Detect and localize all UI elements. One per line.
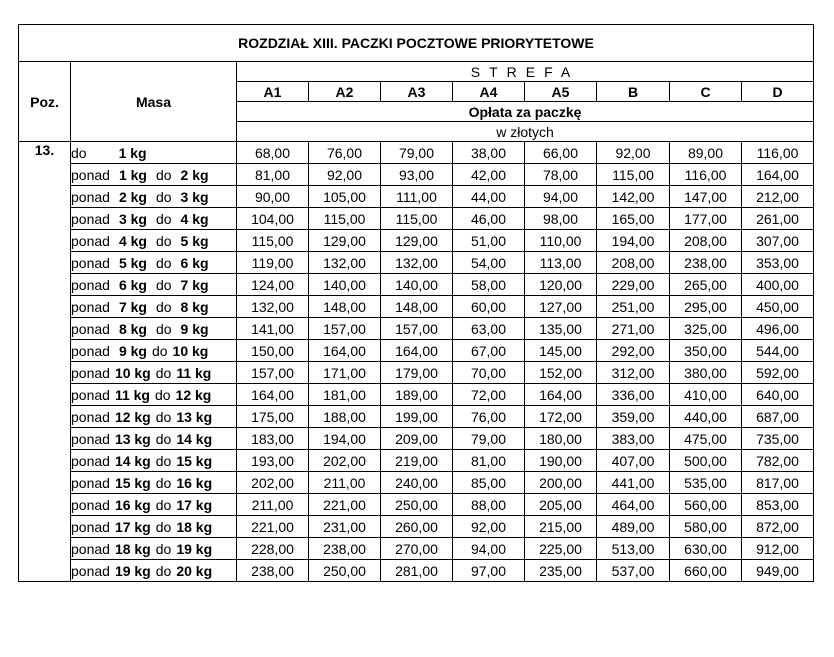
- masa-range: [71, 208, 237, 230]
- price-cell-a2: 188,00: [309, 406, 381, 428]
- price-cell-a5: 120,00: [525, 274, 597, 296]
- masa-to: 17 kg: [176, 496, 213, 513]
- zone-header-a4: A4: [453, 82, 525, 102]
- masa-to: 5 kg: [180, 232, 209, 249]
- price-cell-a3: 270,00: [381, 538, 453, 560]
- masa-from: 19 kg: [114, 562, 151, 579]
- zone-header-d: D: [742, 82, 814, 102]
- zone-header-a3: A3: [381, 82, 453, 102]
- price-cell-a3: 240,00: [381, 472, 453, 494]
- masa-range: [71, 164, 237, 186]
- header-fee-label: Opłata za paczkę: [237, 102, 814, 122]
- price-cell-a5: 152,00: [525, 362, 597, 384]
- price-cell-c: 238,00: [670, 252, 742, 274]
- price-cell-c: 325,00: [670, 318, 742, 340]
- masa-word-do: do: [155, 474, 172, 491]
- masa-to: 6 kg: [180, 254, 209, 271]
- masa-from: 10 kg: [114, 364, 151, 381]
- masa-word-ponad: ponad: [71, 254, 110, 271]
- masa-from: 9 kg: [118, 342, 147, 359]
- masa-word-ponad: ponad: [71, 276, 110, 293]
- masa-word-do: do: [155, 408, 172, 425]
- price-cell-a2: 171,00: [309, 362, 381, 384]
- price-cell-b: 441,00: [597, 472, 670, 494]
- table-row: [19, 450, 814, 472]
- masa-from: 4 kg: [118, 232, 147, 249]
- table-row: [19, 252, 814, 274]
- price-cell-a4: 85,00: [453, 472, 525, 494]
- masa-to: 16 kg: [176, 474, 213, 491]
- masa-word-ponad: ponad: [71, 496, 110, 513]
- masa-from: 8 kg: [118, 320, 147, 337]
- price-cell-a1: 124,00: [237, 274, 309, 296]
- price-cell-a1: 115,00: [237, 230, 309, 252]
- zone-header-a2: A2: [309, 82, 381, 102]
- price-cell-a4: 38,00: [453, 142, 525, 164]
- price-cell-a5: 172,00: [525, 406, 597, 428]
- masa-from: 13 kg: [114, 430, 151, 447]
- price-cell-a4: 54,00: [453, 252, 525, 274]
- price-cell-a5: 235,00: [525, 560, 597, 582]
- price-cell-d: 450,00: [742, 296, 814, 318]
- price-cell-a5: 78,00: [525, 164, 597, 186]
- price-cell-a2: 76,00: [309, 142, 381, 164]
- price-cell-a1: 221,00: [237, 516, 309, 538]
- price-cell-d: 782,00: [742, 450, 814, 472]
- price-cell-b: 194,00: [597, 230, 670, 252]
- price-cell-a1: 238,00: [237, 560, 309, 582]
- price-cell-b: 229,00: [597, 274, 670, 296]
- masa-to: 4 kg: [180, 210, 209, 227]
- price-cell-a5: 164,00: [525, 384, 597, 406]
- masa-word-do: do: [155, 496, 172, 513]
- price-cell-a4: 58,00: [453, 274, 525, 296]
- price-cell-a4: 42,00: [453, 164, 525, 186]
- price-cell-a1: 211,00: [237, 494, 309, 516]
- price-cell-a3: 281,00: [381, 560, 453, 582]
- price-cell-a3: 179,00: [381, 362, 453, 384]
- price-cell-c: 440,00: [670, 406, 742, 428]
- price-cell-c: 295,00: [670, 296, 742, 318]
- masa-range: [71, 362, 237, 384]
- price-cell-b: 292,00: [597, 340, 670, 362]
- masa-range: [71, 428, 237, 450]
- masa-range: [71, 142, 237, 164]
- price-cell-d: 949,00: [742, 560, 814, 582]
- price-cell-a4: 97,00: [453, 560, 525, 582]
- price-cell-a3: 79,00: [381, 142, 453, 164]
- masa-word-ponad: ponad: [71, 298, 110, 315]
- masa-to: 14 kg: [176, 430, 213, 447]
- price-cell-b: 537,00: [597, 560, 670, 582]
- price-cell-a2: 231,00: [309, 516, 381, 538]
- price-cell-b: 464,00: [597, 494, 670, 516]
- header-strefa: STREFA: [237, 62, 814, 82]
- zone-header-a5: A5: [525, 82, 597, 102]
- price-cell-a4: 44,00: [453, 186, 525, 208]
- price-cell-d: 687,00: [742, 406, 814, 428]
- price-cell-b: 142,00: [597, 186, 670, 208]
- masa-range: [71, 274, 237, 296]
- masa-range: [71, 516, 237, 538]
- price-cell-a3: 219,00: [381, 450, 453, 472]
- masa-word-do: do: [155, 166, 172, 183]
- price-cell-b: 359,00: [597, 406, 670, 428]
- price-cell-b: 208,00: [597, 252, 670, 274]
- table-row: [19, 208, 814, 230]
- price-cell-d: 307,00: [742, 230, 814, 252]
- price-cell-a4: 67,00: [453, 340, 525, 362]
- price-cell-a4: 63,00: [453, 318, 525, 340]
- masa-word-do: do: [154, 386, 171, 403]
- price-cell-a3: 115,00: [381, 208, 453, 230]
- masa-word-ponad: ponad: [71, 188, 110, 205]
- price-cell-d: 116,00: [742, 142, 814, 164]
- masa-word-ponad: ponad: [71, 452, 110, 469]
- price-cell-b: 383,00: [597, 428, 670, 450]
- price-cell-d: 400,00: [742, 274, 814, 296]
- zone-header-c: C: [670, 82, 742, 102]
- masa-from: 11 kg: [114, 386, 150, 403]
- price-cell-a2: 181,00: [309, 384, 381, 406]
- price-cell-a1: 193,00: [237, 450, 309, 472]
- masa-word-ponad: ponad: [71, 210, 110, 227]
- price-cell-b: 92,00: [597, 142, 670, 164]
- table-row: [19, 296, 814, 318]
- price-cell-c: 660,00: [670, 560, 742, 582]
- price-cell-a1: 183,00: [237, 428, 309, 450]
- header-poz: Poz.: [19, 62, 71, 142]
- masa-word-ponad: ponad: [71, 232, 110, 249]
- zone-header-b: B: [597, 82, 670, 102]
- price-cell-a2: 157,00: [309, 318, 381, 340]
- price-cell-c: 177,00: [670, 208, 742, 230]
- table-row: [19, 406, 814, 428]
- price-cell-a3: 129,00: [381, 230, 453, 252]
- price-cell-a1: 175,00: [237, 406, 309, 428]
- price-cell-a5: 113,00: [525, 252, 597, 274]
- price-cell-a3: 140,00: [381, 274, 453, 296]
- price-cell-a4: 70,00: [453, 362, 525, 384]
- price-cell-a5: 215,00: [525, 516, 597, 538]
- price-cell-a1: 150,00: [237, 340, 309, 362]
- price-cell-c: 380,00: [670, 362, 742, 384]
- table-row: [19, 560, 814, 582]
- price-cell-a2: 105,00: [309, 186, 381, 208]
- price-cell-a1: 90,00: [237, 186, 309, 208]
- price-cell-c: 475,00: [670, 428, 742, 450]
- price-cell-a5: 200,00: [525, 472, 597, 494]
- price-cell-d: 735,00: [742, 428, 814, 450]
- masa-word-ponad: ponad: [71, 364, 110, 381]
- price-cell-a3: 250,00: [381, 494, 453, 516]
- table-row: [19, 274, 814, 296]
- price-cell-a2: 238,00: [309, 538, 381, 560]
- masa-word-ponad: ponad: [71, 562, 110, 579]
- table-row: [19, 186, 814, 208]
- price-cell-a2: 140,00: [309, 274, 381, 296]
- price-cell-a5: 190,00: [525, 450, 597, 472]
- price-cell-a4: 46,00: [453, 208, 525, 230]
- price-cell-a2: 250,00: [309, 560, 381, 582]
- price-cell-c: 89,00: [670, 142, 742, 164]
- table-row: [19, 164, 814, 186]
- masa-to: 15 kg: [176, 452, 213, 469]
- price-cell-a1: 228,00: [237, 538, 309, 560]
- masa-word-do: do: [155, 210, 172, 227]
- price-cell-a2: 221,00: [309, 494, 381, 516]
- price-cell-a3: 209,00: [381, 428, 453, 450]
- table-title: ROZDZIAŁ XIII. PACZKI POCZTOWE PRIORYTETOWE: [19, 25, 814, 62]
- masa-word-do: do: [155, 518, 172, 535]
- price-cell-b: 165,00: [597, 208, 670, 230]
- table-row: [19, 494, 814, 516]
- masa-word-ponad: ponad: [71, 342, 110, 359]
- price-cell-a3: 148,00: [381, 296, 453, 318]
- price-cell-a1: 81,00: [237, 164, 309, 186]
- masa-from: 18 kg: [114, 540, 151, 557]
- price-cell-c: 630,00: [670, 538, 742, 560]
- masa-to: 13 kg: [176, 408, 213, 425]
- price-cell-d: 640,00: [742, 384, 814, 406]
- masa-from: 3 kg: [118, 210, 147, 227]
- price-cell-b: 336,00: [597, 384, 670, 406]
- masa-to: 9 kg: [180, 320, 209, 337]
- masa-from: 12 kg: [114, 408, 151, 425]
- masa-to: 8 kg: [180, 298, 209, 315]
- masa-range: [71, 472, 237, 494]
- price-cell-a2: 148,00: [309, 296, 381, 318]
- table-row: [19, 428, 814, 450]
- price-cell-a2: 132,00: [309, 252, 381, 274]
- table-row: [19, 230, 814, 252]
- price-cell-d: 592,00: [742, 362, 814, 384]
- price-cell-a4: 92,00: [453, 516, 525, 538]
- masa-to: 2 kg: [180, 166, 209, 183]
- price-cell-a5: 94,00: [525, 186, 597, 208]
- masa-word-do: do: [155, 232, 172, 249]
- masa-word-do: do: [155, 430, 172, 447]
- price-cell-a3: 93,00: [381, 164, 453, 186]
- header-unit: w złotych: [237, 122, 814, 142]
- masa-word-do: do: [155, 452, 172, 469]
- price-cell-c: 560,00: [670, 494, 742, 516]
- price-cell-a4: 51,00: [453, 230, 525, 252]
- price-cell-a2: 194,00: [309, 428, 381, 450]
- price-cell-a3: 132,00: [381, 252, 453, 274]
- price-cell-d: 872,00: [742, 516, 814, 538]
- price-cell-d: 212,00: [742, 186, 814, 208]
- masa-to: 10 kg: [172, 342, 209, 359]
- masa-from: 15 kg: [114, 474, 151, 491]
- price-cell-a4: 81,00: [453, 450, 525, 472]
- masa-from: 16 kg: [114, 496, 151, 513]
- masa-word-do: do: [155, 540, 172, 557]
- price-cell-d: 353,00: [742, 252, 814, 274]
- price-cell-a3: 111,00: [381, 186, 453, 208]
- price-cell-a4: 94,00: [453, 538, 525, 560]
- masa-word-do: do: [71, 144, 87, 161]
- masa-word-ponad: ponad: [71, 518, 110, 535]
- masa-range: [71, 494, 237, 516]
- masa-from: 1 kg: [118, 166, 147, 183]
- masa-word-do: do: [155, 298, 172, 315]
- table-row: [19, 340, 814, 362]
- price-cell-a2: 164,00: [309, 340, 381, 362]
- masa-range: [71, 384, 237, 406]
- table-row: [19, 472, 814, 494]
- masa-range: [71, 186, 237, 208]
- price-cell-a5: 66,00: [525, 142, 597, 164]
- masa-range: [71, 318, 237, 340]
- masa-word-ponad: ponad: [71, 408, 110, 425]
- price-cell-a5: 110,00: [525, 230, 597, 252]
- zone-header-a1: A1: [237, 82, 309, 102]
- masa-word-do: do: [151, 342, 168, 359]
- price-cell-a3: 164,00: [381, 340, 453, 362]
- masa-word-ponad: ponad: [71, 430, 110, 447]
- masa-range: [71, 406, 237, 428]
- price-cell-a4: 72,00: [453, 384, 525, 406]
- price-cell-b: 489,00: [597, 516, 670, 538]
- price-cell-b: 312,00: [597, 362, 670, 384]
- price-cell-d: 496,00: [742, 318, 814, 340]
- price-cell-a2: 129,00: [309, 230, 381, 252]
- price-cell-a2: 115,00: [309, 208, 381, 230]
- price-cell-a5: 180,00: [525, 428, 597, 450]
- price-cell-a4: 60,00: [453, 296, 525, 318]
- masa-from: 14 kg: [114, 452, 151, 469]
- table-row: [19, 362, 814, 384]
- price-cell-a1: 68,00: [237, 142, 309, 164]
- tariff-body: [19, 142, 814, 582]
- price-cell-d: 261,00: [742, 208, 814, 230]
- price-cell-a5: 145,00: [525, 340, 597, 362]
- masa-from: 5 kg: [118, 254, 147, 271]
- price-cell-c: 500,00: [670, 450, 742, 472]
- masa-to: 1 kg: [118, 144, 147, 161]
- price-cell-a2: 202,00: [309, 450, 381, 472]
- table-row: [19, 142, 814, 164]
- masa-word-do: do: [155, 188, 172, 205]
- masa-word-ponad: ponad: [71, 540, 110, 557]
- price-cell-c: 265,00: [670, 274, 742, 296]
- price-cell-c: 147,00: [670, 186, 742, 208]
- price-cell-a1: 104,00: [237, 208, 309, 230]
- masa-to: 7 kg: [180, 276, 209, 293]
- price-cell-a1: 164,00: [237, 384, 309, 406]
- priority-parcel-tariff-table: [18, 24, 814, 582]
- masa-from: 7 kg: [118, 298, 147, 315]
- price-cell-a5: 225,00: [525, 538, 597, 560]
- price-cell-a1: 202,00: [237, 472, 309, 494]
- masa-to: 18 kg: [176, 518, 213, 535]
- price-cell-a5: 135,00: [525, 318, 597, 340]
- masa-to: 12 kg: [175, 386, 212, 403]
- price-cell-d: 853,00: [742, 494, 814, 516]
- price-cell-c: 580,00: [670, 516, 742, 538]
- price-cell-a3: 199,00: [381, 406, 453, 428]
- table-row: [19, 538, 814, 560]
- price-cell-c: 116,00: [670, 164, 742, 186]
- masa-word-ponad: ponad: [71, 474, 110, 491]
- price-cell-a5: 205,00: [525, 494, 597, 516]
- masa-word-ponad: ponad: [71, 320, 110, 337]
- price-cell-a2: 92,00: [309, 164, 381, 186]
- masa-word-do: do: [155, 254, 172, 271]
- price-cell-a2: 211,00: [309, 472, 381, 494]
- price-cell-a3: 260,00: [381, 516, 453, 538]
- price-cell-a4: 76,00: [453, 406, 525, 428]
- price-cell-c: 350,00: [670, 340, 742, 362]
- masa-word-ponad: ponad: [71, 166, 110, 183]
- masa-word-do: do: [155, 276, 172, 293]
- price-cell-a1: 141,00: [237, 318, 309, 340]
- masa-word-do: do: [155, 364, 172, 381]
- masa-to: 20 kg: [176, 562, 213, 579]
- header-masa: Masa: [71, 62, 237, 142]
- price-cell-c: 535,00: [670, 472, 742, 494]
- masa-to: 3 kg: [180, 188, 209, 205]
- masa-range: [71, 230, 237, 252]
- price-cell-a4: 88,00: [453, 494, 525, 516]
- masa-to: 19 kg: [176, 540, 213, 557]
- price-cell-b: 271,00: [597, 318, 670, 340]
- masa-word-do: do: [155, 320, 172, 337]
- masa-range: [71, 560, 237, 582]
- masa-range: [71, 538, 237, 560]
- price-cell-b: 407,00: [597, 450, 670, 472]
- table-row: [19, 384, 814, 406]
- price-cell-c: 410,00: [670, 384, 742, 406]
- masa-word-ponad: ponad: [71, 386, 110, 403]
- price-cell-d: 544,00: [742, 340, 814, 362]
- masa-from: 17 kg: [114, 518, 151, 535]
- table-row: [19, 516, 814, 538]
- price-cell-a3: 189,00: [381, 384, 453, 406]
- price-cell-a4: 79,00: [453, 428, 525, 450]
- price-cell-b: 251,00: [597, 296, 670, 318]
- price-cell-a1: 132,00: [237, 296, 309, 318]
- masa-from: 2 kg: [118, 188, 147, 205]
- price-cell-d: 912,00: [742, 538, 814, 560]
- masa-from: 6 kg: [118, 276, 147, 293]
- price-cell-a3: 157,00: [381, 318, 453, 340]
- price-cell-c: 208,00: [670, 230, 742, 252]
- price-cell-b: 115,00: [597, 164, 670, 186]
- masa-range: [71, 252, 237, 274]
- masa-word-do: do: [155, 562, 172, 579]
- price-cell-b: 513,00: [597, 538, 670, 560]
- masa-range: [71, 450, 237, 472]
- masa-to: 11 kg: [176, 364, 212, 381]
- table-row: [19, 318, 814, 340]
- masa-range: [71, 340, 237, 362]
- price-cell-d: 164,00: [742, 164, 814, 186]
- price-cell-d: 817,00: [742, 472, 814, 494]
- price-cell-a5: 98,00: [525, 208, 597, 230]
- masa-range: [71, 296, 237, 318]
- price-cell-a1: 119,00: [237, 252, 309, 274]
- poz-number: 13.: [19, 142, 71, 582]
- price-cell-a5: 127,00: [525, 296, 597, 318]
- price-cell-a1: 157,00: [237, 362, 309, 384]
